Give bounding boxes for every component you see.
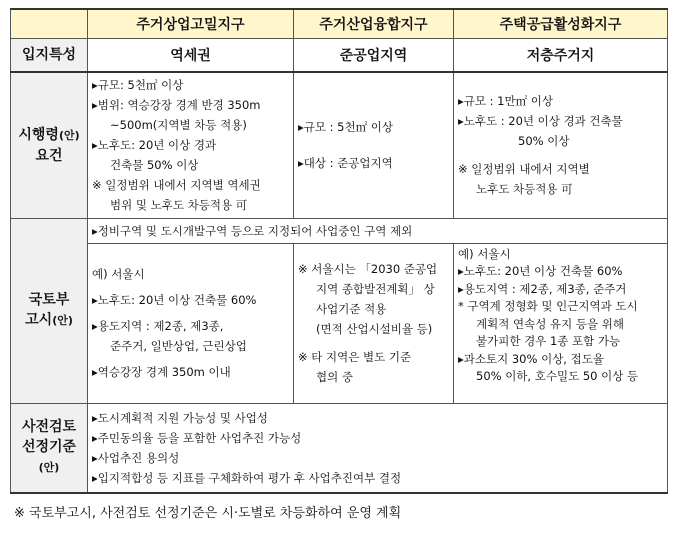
location-industrial: 준공업지역 (294, 39, 454, 73)
decree-col2: ▸규모 : 5천㎡ 이상 ▸대상 : 준공업지역 (294, 72, 454, 218)
location-station: 역세권 (88, 39, 294, 73)
comparison-table (10, 8, 668, 494)
row-label-notice: 국토부 고시(안) (11, 218, 88, 403)
row-label-location: 입지특성 (11, 39, 88, 73)
review-row (11, 403, 668, 493)
subheader-row (11, 39, 668, 73)
decree-col3: ▸규모 : 1만㎡ 이상 ▸노후도 : 20년 이상 경과 건축물 50% 이상 ※ 일정범위 내에서 지역별 노후도 차등적용 可 (454, 72, 668, 218)
row-label-decree: 시행령(안) 요건 (11, 72, 88, 218)
notice-common-exclusion: ▸정비구역 및 도시개발구역 등으로 지정되어 사업중인 구역 제외 (88, 218, 668, 243)
header-industrial: 주거산업융합지구 (294, 9, 454, 39)
review-criteria: ▸도시계획적 지원 가능성 및 사업성 ▸주민동의율 등을 포함한 사업추진 가능성 ▸사업추진 용의성 ▸입지적합성 등 지표를 구체화하여 평가 후 사업추진여부 결정 (88, 403, 668, 493)
decree-col1: ▸규모: 5천㎡ 이상 ▸범위: 역승강장 경계 반경 350m ~500m(지역별 차등 적용) ▸노후도: 20년 이상 경과 건축물 50% 이상 ※ 일정범위 내에서 지역별 역세권 범위 및 노후도 차등적용 可 (88, 72, 294, 218)
location-lowrise: 저층주거지 (454, 39, 668, 73)
header-high-density: 주거상업고밀지구 (88, 9, 294, 39)
decree-row (11, 72, 668, 218)
notice-common-row (11, 218, 668, 243)
notice-col1: 예) 서울시 ▸노후도: 20년 이상 건축물 60% ▸용도지역 : 제2종, 제3종, 준주거, 일반상업, 근린상업 ▸역승강장 경계 350m 이내 (88, 243, 294, 403)
footnote: ※ 국토부고시, 사전검토 선정기준은 시·도별로 차등화하여 운영 계획 (14, 506, 402, 521)
notice-detail-row (11, 243, 668, 403)
header-row (11, 9, 668, 39)
notice-col2: ※ 서울시는 「2030 준공업 지역 종합발전계획」 상 사업기준 적용 (면적 산업시설비율 등) ※ 타 지역은 별도 기준 협의 중 (294, 243, 454, 403)
header-blank (11, 9, 88, 39)
notice-col3: 예) 서울시 ▸노후도: 20년 이상 건축물 60% ▸용도지역 : 제2종, 제3종, 준주거 * 구역계 정형화 및 인근지역과 도시 계획적 연속성 유지 등을 위해 불가피한 경우 1종 포함 가능 ▸과소토지 30% 이상, 접도율 50% 이하, 호수밀도 50 이상 등 (454, 243, 668, 403)
header-housing-supply: 주택공급활성화지구 (454, 9, 668, 39)
row-label-review: 사전검토 선정기준 (안) (11, 403, 88, 493)
